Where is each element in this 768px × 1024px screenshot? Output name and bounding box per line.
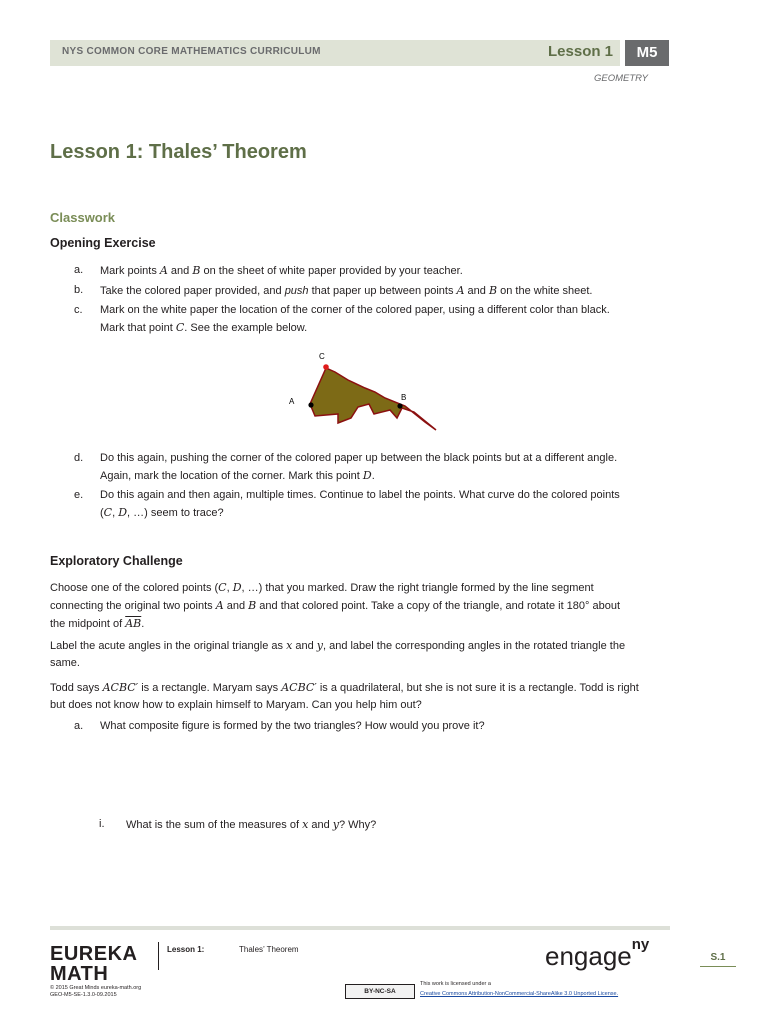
question-a: What composite figure is formed by the two triangles? How would you prove it? xyxy=(100,720,485,732)
point-a-dot xyxy=(308,402,313,407)
curriculum-title: NYS COMMON CORE MATHEMATICS CURRICULUM xyxy=(62,46,321,57)
segment-ab: $\overline{AB}$ xyxy=(125,617,142,630)
question-label: a. xyxy=(74,720,84,732)
colored-paper-shape xyxy=(310,368,436,430)
point-b-dot xyxy=(397,403,402,408)
item-label: c. xyxy=(74,304,83,316)
opening-exercise-heading: Opening Exercise xyxy=(50,236,156,250)
license-link[interactable]: Creative Commons Attribution-NonCommercial-ShareAlike 3.0 Unported License. xyxy=(420,991,619,997)
exploratory-paragraph-1: Choose one of the colored points (C, D, …) that you marked. Draw the right triangle formed by the line segment connecting the original two points A and B and that colored point. Take a copy of the triangle, and rotate it 180° about the midpoint of $\overline{AB}$. xyxy=(50,581,621,630)
module-badge: M5 xyxy=(625,40,669,66)
footer-divider xyxy=(158,942,159,970)
item-label: e. xyxy=(74,489,84,501)
eureka-math-logo: EUREKA MATH xyxy=(50,943,138,985)
footer-lesson-label: Lesson 1: xyxy=(167,945,205,954)
footer-lesson-name: Thales’ Theorem xyxy=(239,945,299,954)
exploratory-paragraph-2: Label the acute angles in the original triangle as x and y, and label the corresponding angles in the rotated triangle the same. xyxy=(50,639,626,669)
item-label: b. xyxy=(74,284,84,296)
opening-item-c: Mark on the white paper the location of the corner of the colored paper, using a different color than black. Mark that point C. See the example below. xyxy=(100,304,610,334)
page-title: Lesson 1: Thales’ Theorem xyxy=(50,141,307,163)
section-classwork: Classwork xyxy=(50,210,116,225)
subject-label: GEOMETRY xyxy=(593,73,648,84)
label-a: A xyxy=(289,397,295,406)
page-number-underline xyxy=(700,966,736,967)
footer-rule xyxy=(50,926,670,930)
header-lesson: Lesson 1 xyxy=(548,43,614,60)
exploratory-paragraph-3: Todd says ACBC′ is a rectangle. Maryam says ACBC′ is a quadrilateral, but she is not sure it is a rectangle. Todd is right but does not know how to explain himself to Maryam. Can you help him out? xyxy=(50,681,639,711)
opening-item-a: Mark points A and B on the sheet of white paper provided by your teacher. xyxy=(100,264,463,277)
opening-item-b: Take the colored paper provided, and push that paper up between points A and B on the white sheet. xyxy=(100,284,593,297)
copyright: © 2015 Great Minds eureka-math.org GEO-M5-SE-1.3.0-09.2015 xyxy=(50,985,142,998)
exploratory-challenge-heading: Exploratory Challenge xyxy=(50,554,183,568)
opening-item-d: Do this again, pushing the corner of the colored paper up between the black points but at a different angle. Again, mark the location of the corner. Mark this point D. xyxy=(100,452,618,482)
engageny-logo: engage$^{ny}$ xyxy=(545,936,650,971)
opening-item-e: Do this again and then again, multiple times. Continue to label the points. What curve do the colored points (C, D, …) seem to trace? xyxy=(100,489,620,519)
subquestion-label: i. xyxy=(99,818,105,830)
cc-license-badge: BY-NC-SA xyxy=(345,984,415,999)
colored-paper-figure xyxy=(280,346,450,446)
question-i: What is the sum of the measures of x and y? Why? xyxy=(126,818,377,831)
item-label: d. xyxy=(74,452,84,464)
page-number: S.1 xyxy=(710,952,726,963)
label-c: C xyxy=(319,352,325,361)
corner-point-c xyxy=(323,364,329,370)
label-b: B xyxy=(401,393,407,402)
item-label: a. xyxy=(74,264,84,276)
license-text: This work is licensed under a xyxy=(420,981,491,987)
